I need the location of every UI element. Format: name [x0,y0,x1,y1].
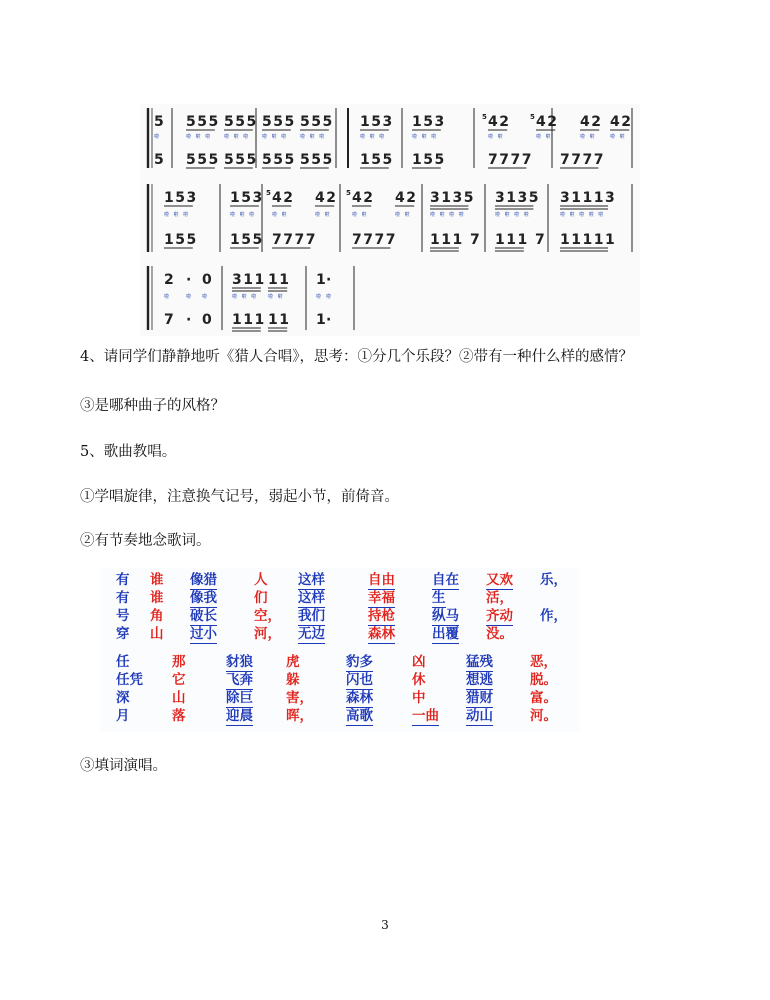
lyric-word: 山 [150,626,164,642]
lyric-word: 它 [172,672,186,688]
lyric-word: 像我 [190,590,217,606]
lyric-word: 幸福 [368,590,395,606]
lyric-word: 谁 [150,572,164,588]
lyric-word: 中 [412,690,426,706]
note-group: 5 [154,152,166,168]
lyric-word: 我们 [298,608,325,624]
syllable-la: 啦 [610,134,616,140]
note-group: 0 [202,272,214,288]
syllable-la: 啦 [271,134,277,140]
syllable-la: 啦 [589,134,595,140]
syllable-la: 啦 [579,212,585,218]
syllable-la: 啦 [281,134,287,140]
note-group: 11111 [560,232,617,248]
syllable-la: 啦 [361,212,367,218]
lyric-word: 豺狼 [226,654,253,670]
syllable-la: 啦 [186,294,192,300]
syllable-la: 啦 [569,212,575,218]
lyric-word: 空， [254,608,281,624]
section-5-heading: 5、歌曲教唱。 [80,444,177,460]
lyric-word: 动山 [466,708,493,724]
syllable-la: 啦 [439,212,445,218]
syllable-la: 啦 [224,134,230,140]
lyric-word: 富。 [530,690,557,706]
lyric-word: 谁 [150,590,164,606]
note-group: 11 [268,272,291,288]
grace-note: 5 [266,189,271,197]
note-group: 42 [610,114,633,130]
note-group: 42 [488,114,511,130]
note-group: · [326,312,333,328]
note-group: 7 [535,232,547,248]
syllable-la: 啦 [315,212,321,218]
syllable-la: 啦 [619,134,625,140]
syllable-la: 啦 [249,212,255,218]
lyric-word: 虎 [286,654,300,670]
lyric-word: 作， [540,608,567,624]
syllable-la: 啦 [202,294,208,300]
syllable-la: 啦 [277,294,283,300]
note-group: 153 [230,190,264,206]
lyric-word: 人 [254,572,268,588]
syllable-la: 啦 [495,212,501,218]
lyric-line [100,626,580,644]
syllable-la: 啦 [164,294,170,300]
syllable-la: 啦 [233,134,239,140]
lyric-word: 迎晨 [226,708,253,724]
syllable-la: 啦 [195,134,201,140]
lyric-word: 像猎 [190,572,217,588]
syllable-la: 啦 [352,212,358,218]
lyric-word: 脱。 [530,672,557,688]
note-group: 5 [154,114,166,130]
syllable-la: 啦 [536,134,542,140]
syllable-la: 啦 [309,134,315,140]
score-staff-lines [148,108,632,331]
syllable-la: 啦 [431,134,437,140]
score-svg [140,104,640,336]
lyric-word: 猛残 [466,654,493,670]
lyric-word: 自由 [368,572,395,588]
syllable-la: 啦 [241,294,247,300]
syllable-la: 啦 [488,134,494,140]
lyric-word: 又欢 [486,572,513,588]
lyric-word: 乐， [540,572,567,588]
numbered-score [140,104,640,336]
syllable-la: 啦 [412,134,418,140]
syllable-la: 啦 [458,212,464,218]
note-group: 155 [360,152,394,168]
note-group: 155 [164,232,198,248]
lyric-word: 猎财 [466,690,493,706]
syllable-la: 啦 [232,294,238,300]
note-group: 3135 [495,190,540,206]
syllable-la: 啦 [243,134,249,140]
syllable-la: 啦 [523,212,529,218]
syllable-la: 啦 [281,212,287,218]
lyric-word: 山 [172,690,186,706]
lyric-word: 河。 [530,708,557,724]
lyric-word: 这样 [298,590,325,606]
syllable-la: 啦 [449,212,455,218]
note-group: 153 [360,114,394,130]
lyric-word: 角 [150,608,164,624]
syllable-la: 啦 [588,212,594,218]
note-group: 155 [412,152,446,168]
score-notes [154,113,632,328]
syllable-la: 啦 [421,134,427,140]
lyric-word: 躲 [286,672,300,688]
note-group: 11 [268,312,291,328]
syllable-la: 啦 [580,134,586,140]
note-group: 555 [186,152,220,168]
syllable-la: 啦 [262,134,268,140]
syllable-la: 啦 [164,212,170,218]
lyric-word: 齐动 [486,608,513,624]
note-group: 111 [495,232,529,248]
lyric-line [100,690,580,708]
grace-note: 5 [346,189,351,197]
note-group: 7777 [560,152,605,168]
lyric-word: 们 [254,590,268,606]
lyric-word: 闪也 [346,672,373,688]
lyric-line [100,608,580,626]
lyric-line [100,672,580,690]
note-group: 111 [232,312,266,328]
question-4-line-2: ③是哪种曲子的风格？ [80,398,225,414]
lyric-word: 穿 [116,626,130,642]
syllable-la: 啦 [230,212,236,218]
note-group: 1 [316,312,328,328]
syllable-la: 啦 [514,212,520,218]
lyric-word: 号 [116,608,130,624]
syllable-la: 啦 [272,212,278,218]
note-group: · [326,272,333,288]
note-group: 7 [164,312,176,328]
syllable-la: 啦 [316,294,322,300]
note-group: 3135 [430,190,475,206]
page-number: 3 [381,918,389,932]
note-group: 153 [412,114,446,130]
step-2-text: ②有节奏地念歌词。 [80,533,211,549]
lyric-line [100,572,580,590]
syllable-la: 啦 [268,294,274,300]
syllable-la: 啦 [154,134,160,140]
note-group: 7777 [488,152,533,168]
lyric-line [100,654,580,672]
syllable-la: 啦 [324,212,330,218]
lyric-word: 出覆 [432,626,459,642]
note-group: 555 [262,114,296,130]
lyric-word: 除巨 [226,690,253,706]
lyric-word: 没。 [486,626,513,642]
note-group: 1 [316,272,328,288]
note-group: 555 [262,152,296,168]
syllable-la: 啦 [395,212,401,218]
lyric-word: 有 [116,590,130,606]
note-group: 31113 [560,190,617,206]
syllable-la: 啦 [497,134,503,140]
lyric-word: 月 [116,708,130,724]
lyric-line [100,708,580,726]
lyric-word: 有 [116,572,130,588]
grace-note: 5 [482,113,487,121]
note-group: 42 [395,190,418,206]
note-group: 555 [300,114,334,130]
lyric-word: 过小 [190,626,217,642]
syllable-la: 啦 [300,134,306,140]
lyric-word: 任 [116,654,130,670]
lyric-word: 森林 [368,626,395,642]
note-group: 311 [232,272,266,288]
note-group: 555 [186,114,220,130]
note-group: 155 [230,232,264,248]
lyric-word: 休 [412,672,426,688]
syllable-la: 啦 [430,212,436,218]
syllable-la: 啦 [404,212,410,218]
note-group: · [186,272,193,288]
note-group: 7777 [272,232,317,248]
syllable-la: 啦 [504,212,510,218]
syllable-la: 啦 [186,134,192,140]
note-group: 555 [224,114,258,130]
note-group: 153 [164,190,198,206]
lyric-word: 生 [432,590,446,606]
syllable-la: 啦 [239,212,245,218]
note-group: · [186,312,193,328]
lyric-word: 森林 [346,690,373,706]
lyric-word: 无边 [298,626,325,642]
lyric-word: 凶 [412,654,426,670]
syllable-la: 啦 [379,134,385,140]
lyric-word: 一曲 [412,708,439,724]
lyric-word: 自在 [432,572,459,588]
lyric-word: 想逃 [466,672,493,688]
note-group: 42 [536,114,559,130]
step-1-text: ①学唱旋律，注意换气记号，弱起小节，前倚音。 [80,489,399,505]
lyric-word: 豹多 [346,654,373,670]
syllable-la: 啦 [545,134,551,140]
note-group: 42 [352,190,375,206]
lyric-word: 害， [286,690,313,706]
syllable-la: 啦 [319,134,325,140]
note-group: 2 [164,272,176,288]
lyric-word: 高歌 [346,708,373,724]
syllable-la: 啦 [360,134,366,140]
grace-note: 5 [530,113,535,121]
lyric-word: 纵马 [432,608,459,624]
note-group: 42 [272,190,295,206]
question-4-line-1: 4、请同学们静静地听《猎人合唱》，思考：①分几个乐段？②带有一种什么样的感情？ [80,349,633,365]
syllable-la: 啦 [369,134,375,140]
syllable-la: 啦 [205,134,211,140]
note-group: 555 [224,152,258,168]
lyric-word: 恶， [530,654,557,670]
lyric-word: 破长 [190,608,217,624]
lyric-word: 活， [486,590,513,606]
syllable-la: 啦 [251,294,257,300]
lyric-word: 落 [172,708,186,724]
lyric-word: 持枪 [368,608,395,624]
lyric-line [100,590,580,608]
lyric-word: 深 [116,690,130,706]
lyric-word: 河， [254,626,281,642]
note-group: 555 [300,152,334,168]
lyric-word: 这样 [298,572,325,588]
syllable-la: 啦 [326,294,332,300]
lyric-word: 晖， [286,708,313,724]
syllable-la: 啦 [560,212,566,218]
step-3-text: ③填词演唱。 [80,758,167,774]
lyric-word: 飞奔 [226,672,253,688]
note-group: 7 [470,232,482,248]
note-group: 7777 [352,232,397,248]
note-group: 42 [315,190,338,206]
syllable-la: 啦 [173,212,179,218]
note-group: 0 [202,312,214,328]
note-group: 111 [430,232,464,248]
note-group: 42 [580,114,603,130]
syllable-la: 啦 [598,212,604,218]
syllable-la: 啦 [183,212,189,218]
lyric-word: 任凭 [116,672,143,688]
lyric-word: 那 [172,654,186,670]
lyrics-image [100,568,580,732]
